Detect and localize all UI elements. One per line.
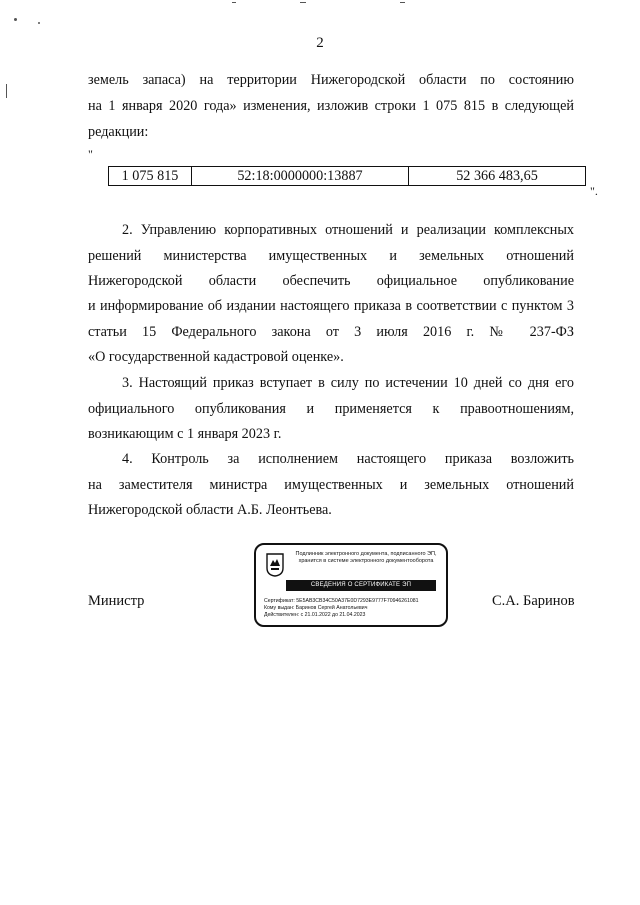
close-quote: ". — [590, 184, 598, 198]
cadastral-value-cell: 52 366 483,65 — [409, 167, 586, 186]
digital-signature-stamp — [254, 543, 448, 627]
stamp-details — [264, 598, 444, 619]
stamp-issued-to: Кому выдан: Баринов Сергей Анатольевич — [264, 605, 368, 611]
intro-line-3: редакции: — [88, 124, 149, 140]
para2-line-1: 2. Управлению корпоративных отношений и реализации комплексных — [122, 222, 574, 238]
cadastral-number-cell: 52:18:0000000:13887 — [192, 167, 409, 186]
para2-line-3: Нижегородской области обеспечить официальное опубликование — [88, 273, 574, 289]
para3-line-1: 3. Настоящий приказ вступает в силу по истечении 10 дней со дня его — [122, 375, 574, 391]
para4-line-1: 4. Контроль за исполнением настоящего приказа возложить — [122, 451, 574, 467]
intro-line-2: на 1 января 2020 года» изменения, изложив строки 1 075 815 в следующей — [88, 98, 574, 114]
para2-line-5: статьи 15 Федерального закона от 3 июля 2016 г. № 237-ФЗ — [88, 324, 574, 340]
intro-line-1: земель запаса) на территории Нижегородской области по состоянию — [88, 72, 574, 88]
para2-line-4: и информирование об издании настоящего приказа в соответствии с пунктом 3 — [88, 298, 574, 314]
stamp-header-line-1: Подлинник электронного документа, подписанного ЭП, — [295, 551, 437, 557]
scan-speck — [38, 22, 40, 24]
scan-speck — [300, 2, 306, 3]
signatory-position: Министр — [88, 593, 145, 609]
stamp-header-line-2: хранится в системе электронного документооборота — [298, 558, 434, 564]
stamp-title-bar: СВЕДЕНИЯ О СЕРТИФИКАТЕ ЭП — [286, 580, 436, 591]
stamp-header — [286, 551, 446, 565]
para3-line-3: возникающим с 1 января 2023 г. — [88, 426, 282, 442]
para3-line-2: официального опубликования и применяется к правоотношениям, — [88, 401, 574, 417]
scan-speck — [400, 2, 405, 3]
scan-speck — [232, 2, 236, 3]
row-number-cell: 1 075 815 — [109, 167, 192, 186]
table-row — [109, 167, 586, 186]
para2-line-2: решений министерства имущественных и земельных отношений — [88, 248, 574, 264]
para2-line-6: «О государственной кадастровой оценке». — [88, 349, 344, 365]
scan-speck — [6, 84, 7, 98]
para4-line-2: на заместителя министра имущественных и земельных отношений — [88, 477, 574, 493]
page-number: 2 — [316, 35, 324, 51]
scan-speck — [14, 18, 17, 21]
coat-of-arms-icon — [266, 553, 284, 577]
stamp-validity: Действителен: с 21.01.2022 до 21.04.2023 — [264, 612, 366, 618]
signatory-name: С.А. Баринов — [492, 593, 575, 609]
open-quote: " — [88, 147, 93, 161]
stamp-certificate: Сертификат: 5E5AB3CB34C50A37E0D7293E9777F70946261081 — [264, 598, 419, 604]
para4-line-3: Нижегородской области А.Б. Леонтьева. — [88, 502, 332, 518]
cadastral-table — [108, 166, 586, 186]
